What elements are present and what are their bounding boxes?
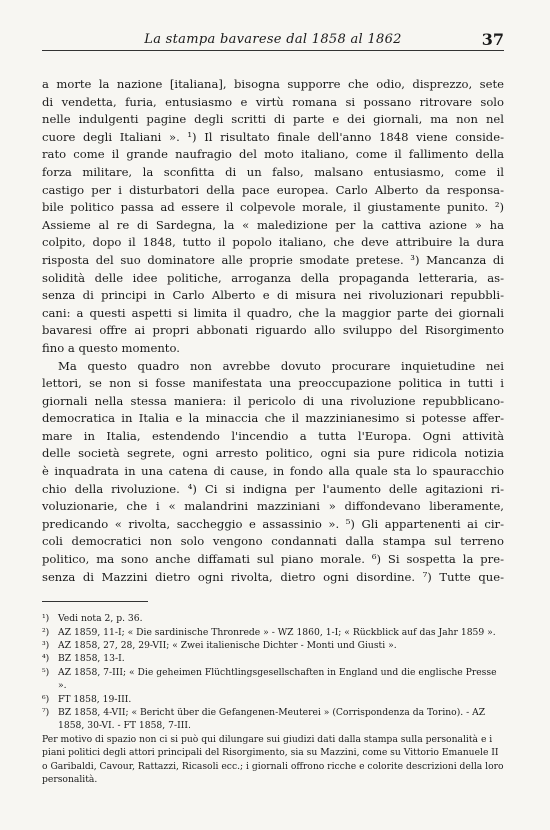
footnote-number: ¹) [42,613,50,625]
footnote [42,666,504,693]
body-line: predicando « rivolta, saccheggio e assassinio ». ⁵) Gli appartenenti ai cir- [42,516,504,531]
body-line: cani: a questi aspetti si limita il quadro, che la maggior parte dei giornali [42,305,504,320]
body-text [42,76,504,586]
footnote-tail: Per motivo di spazio non ci si può qui dilungare sui giudizi dati dalla stampa sulla personalità e i piani politici degli attori principali del Risorgimento, sia su Mazzini, come su Vittorio Emanuele II o Garibaldi, Cavour, Rattazzi, Ricasoli ecc.; i giornali offrono ricche e colorite descrizioni della loro personalità. [42,733,504,786]
footnote [42,652,504,665]
body-line: Ma questo quadro non avrebbe dovuto procurare inquietudine nei [58,358,504,373]
body-line: nelle indulgenti pagine degli scritti di parte e dei giornali, ma non nel [42,112,504,127]
body-line: risposta del suo dominatore alle proprie smodate pretese. ³) Mancanza di [42,252,504,267]
body-line: forza militare, la sconfitta di un falso, malsano entusiasmo, come il [42,164,504,179]
body-line: democratica in Italia e la minaccia che il mazzinianesimo si potesse affer- [42,411,504,426]
body-line: cuore degli Italiani ». ¹) Il risultato finale dell'anno 1848 viene conside- [42,129,504,144]
footnote-text: BZ 1858, 4-VII; « Bericht über die Gefangenen-Meuterei » (Corrispondenza da Torino). - AZ 1858, 30-VI. - FT 1858, 7-III. [58,707,486,732]
footnote [42,612,504,625]
body-line: coli democratici non solo vengono condannati dalla stampa sul terreno [42,534,504,549]
footnotes [42,612,504,786]
body-line: colpito, dopo il 1848, tutto il popolo italiano, che deve attribuire la dura [42,235,504,250]
footnote-text: AZ 1859, 11-I; « Die sardinische Thronrede » - WZ 1860, 1-I; « Rückblick auf das Jahr 1859 ». [58,626,496,638]
body-line: bavaresi offre ai propri abbonati riguardo allo sviluppo del Risorgimento [42,323,504,338]
body-line: giornali nella stessa maniera: il pericolo di una rivoluzione repubblicano- [42,393,504,408]
body-line: è inquadrata in una catena di cause, in fondo alla quale sta lo spauracchio [42,464,504,479]
footnote-text: AZ 1858, 27, 28, 29-VII; « Zwei italienische Dichter - Monti und Giusti ». [58,640,397,652]
body-line: fino a questo momento. [42,340,180,355]
body-line: lettori, se non si fosse manifestata una preoccupazione politica in tutti i [42,376,504,391]
footnote [42,693,504,706]
footnote-text: Vedi nota 2, p. 36. [58,613,143,625]
footnote-number: ²) [42,626,50,638]
footnote-text: AZ 1858, 7-III; « Die geheimen Flüchtlingsgesellschaften in England und die englische Presse ». [58,666,497,692]
page-number: 37 [481,30,504,49]
running-title: La stampa bavarese dal 1858 al 1862 [144,32,402,47]
running-header [42,28,504,50]
body-line: chio della rivoluzione. ⁴) Ci si indigna per l'aumento delle agitazioni ri- [42,481,504,496]
body-line: rato come il grande naufragio del moto italiano, come il fallimento della [42,147,504,162]
body-line: senza di Mazzini dietro ogni rivolta, dietro ogni disordine. ⁷) Tutte que- [42,569,504,584]
footnote-number: ⁷) [42,707,50,719]
footnote-number: ³) [42,640,50,652]
book-page [42,28,504,787]
footnote [42,706,504,733]
header-rule [42,50,504,51]
body-line: mare in Italia, estendendo l'incendio a tutta l'Europa. Ogni attività [42,428,504,443]
body-line: politico, ma sono anche diffamati sul piano morale. ⁶) Si sospetta la pre- [42,552,504,567]
body-line: di vendetta, furia, entusiasmo e virtù romana si possano ritrovare solo [42,94,504,109]
body-line: a morte la nazione [italiana], bisogna supporre che odio, disprezzo, sete [42,77,504,91]
footnote [42,639,504,652]
body-line: senza di principi in Carlo Alberto e di misura nei rivoluzionari repubbli- [42,288,504,303]
footnote-number: ⁵) [42,666,50,678]
body-line: Assieme al re di Sardegna, la « maledizione per la cattiva azione » ha [42,217,504,232]
footnote-text: FT 1858, 19-III. [58,693,132,705]
body-line: bile politico passa ad essere il colpevole morale, il giustamente punito. ²) [42,200,504,215]
body-line: delle società segrete, ogni arresto politico, ogni sia pure ridicola notizia [42,446,504,461]
footnote-rule [42,601,148,602]
body-line: voluzionarie, che i « malandrini mazziniani » diffondevano liberamente, [42,499,504,514]
body-line: solidità delle idee politiche, arroganza della propaganda letteraria, as- [42,270,504,285]
footnote-text: BZ 1858, 13-I. [58,653,125,665]
footnote [42,626,504,639]
body-line: castigo per i disturbatori della pace europea. Carlo Alberto da responsa- [42,182,504,197]
footnote-number: ⁶) [42,693,50,705]
footnote-number: ⁴) [42,653,50,665]
